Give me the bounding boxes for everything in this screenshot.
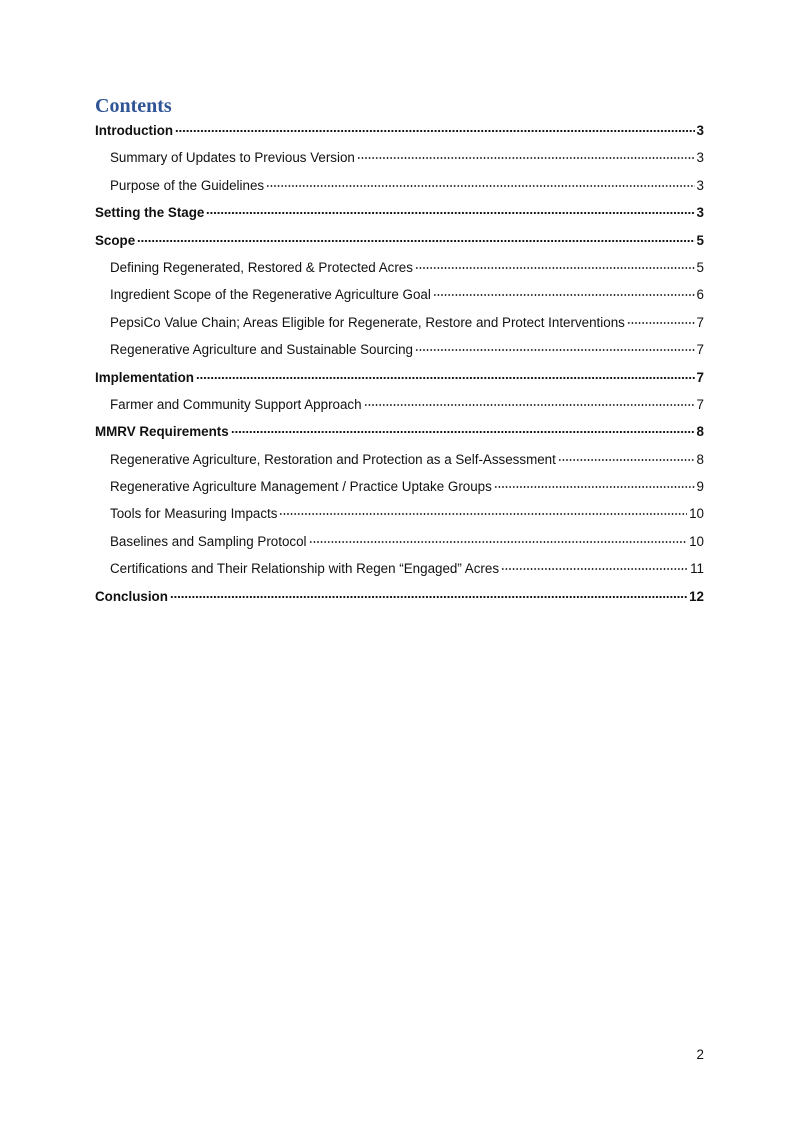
toc-dot-leader: [279, 513, 687, 515]
toc-dot-leader: [231, 431, 695, 433]
toc-entry-page: 3: [696, 177, 704, 193]
toc-dot-leader: [415, 349, 695, 351]
toc-heading: Contents: [95, 95, 172, 117]
toc-entry-page: 7: [696, 342, 704, 358]
toc-dot-leader: [175, 130, 694, 132]
toc-dot-leader: [494, 486, 695, 488]
table-of-contents: [95, 117, 704, 610]
toc-dot-leader: [627, 322, 695, 324]
toc-entry-page: 10: [689, 533, 704, 549]
toc-entry-page: 8: [696, 424, 704, 440]
toc-entry[interactable]: [95, 336, 704, 363]
toc-entry-page: 3: [696, 123, 704, 138]
toc-entry[interactable]: [95, 391, 704, 418]
toc-dot-leader: [558, 459, 695, 461]
toc-entry-title: Defining Regenerated, Restored & Protected Acres: [110, 259, 413, 275]
toc-entry-title: Introduction: [95, 123, 174, 138]
toc-entry[interactable]: [95, 199, 704, 226]
toc-dot-leader: [170, 596, 687, 598]
toc-entry[interactable]: [95, 117, 704, 144]
toc-entry-title: Conclusion: [95, 588, 168, 604]
toc-entry-title: Setting the Stage: [95, 205, 205, 221]
toc-entry[interactable]: [95, 418, 704, 445]
toc-entry-page: 10: [689, 506, 704, 522]
toc-entry[interactable]: [95, 473, 704, 500]
toc-entry-title: Scope: [95, 232, 136, 248]
toc-dot-leader: [433, 294, 695, 296]
toc-entry[interactable]: [95, 364, 704, 391]
toc-entry-title: Ingredient Scope of the Regenerative Agriculture Goal: [110, 287, 431, 303]
toc-entry-page: 7: [696, 369, 704, 385]
toc-entry-title: Regenerative Agriculture and Sustainable Sourcing: [110, 342, 413, 358]
toc-entry-page: 3: [696, 150, 704, 166]
toc-entry[interactable]: [95, 144, 704, 171]
toc-entry-page: 5: [696, 232, 704, 248]
toc-entry[interactable]: [95, 227, 704, 254]
toc-dot-leader: [309, 541, 688, 543]
toc-entry-title: Certifications and Their Relationship with Regen “Engaged” Acres: [110, 561, 500, 577]
toc-dot-leader: [196, 377, 695, 379]
toc-entry[interactable]: [95, 500, 704, 527]
toc-entry-title: Implementation: [95, 369, 194, 385]
toc-entry-page: 7: [696, 396, 704, 412]
toc-entry-page: 7: [696, 314, 704, 330]
toc-entry-title: MMRV Requirements: [95, 424, 229, 440]
toc-entry-title: Tools for Measuring Impacts: [110, 506, 278, 522]
toc-entry[interactable]: [95, 528, 704, 555]
page-number: 2: [696, 1047, 704, 1062]
toc-entry-page: 9: [696, 479, 704, 495]
toc-entry-title: Regenerative Agriculture Management / Practice Uptake Groups: [110, 479, 492, 495]
toc-entry-page: 11: [690, 561, 704, 577]
toc-entry[interactable]: [95, 446, 704, 473]
toc-entry[interactable]: [95, 555, 704, 582]
toc-entry-page: 6: [696, 287, 704, 303]
toc-entry-title: PepsiCo Value Chain; Areas Eligible for Regenerate, Restore and Protect Interventions: [110, 314, 625, 330]
toc-entry-title: Regenerative Agriculture, Restoration and Protection as a Self-Assessment: [110, 451, 556, 467]
toc-dot-leader: [206, 212, 694, 214]
toc-dot-leader: [137, 240, 694, 242]
toc-entry[interactable]: [95, 254, 704, 281]
toc-entry-title: Purpose of the Guidelines: [110, 177, 265, 193]
toc-dot-leader: [357, 157, 695, 159]
toc-dot-leader: [415, 267, 695, 269]
toc-entry[interactable]: [95, 583, 704, 610]
toc-entry-title: Baselines and Sampling Protocol: [110, 533, 307, 549]
toc-entry-page: 3: [696, 205, 704, 221]
toc-entry-page: 5: [696, 259, 704, 275]
toc-entry-title: Farmer and Community Support Approach: [110, 396, 362, 412]
toc-dot-leader: [501, 568, 688, 570]
toc-entry-page: 8: [696, 451, 704, 467]
toc-entry-page: 12: [689, 588, 704, 604]
toc-entry-title: Summary of Updates to Previous Version: [110, 150, 355, 166]
toc-entry[interactable]: [95, 172, 704, 199]
toc-entry[interactable]: [95, 281, 704, 308]
toc-dot-leader: [364, 404, 695, 406]
toc-entry[interactable]: [95, 309, 704, 336]
toc-dot-leader: [266, 185, 694, 187]
